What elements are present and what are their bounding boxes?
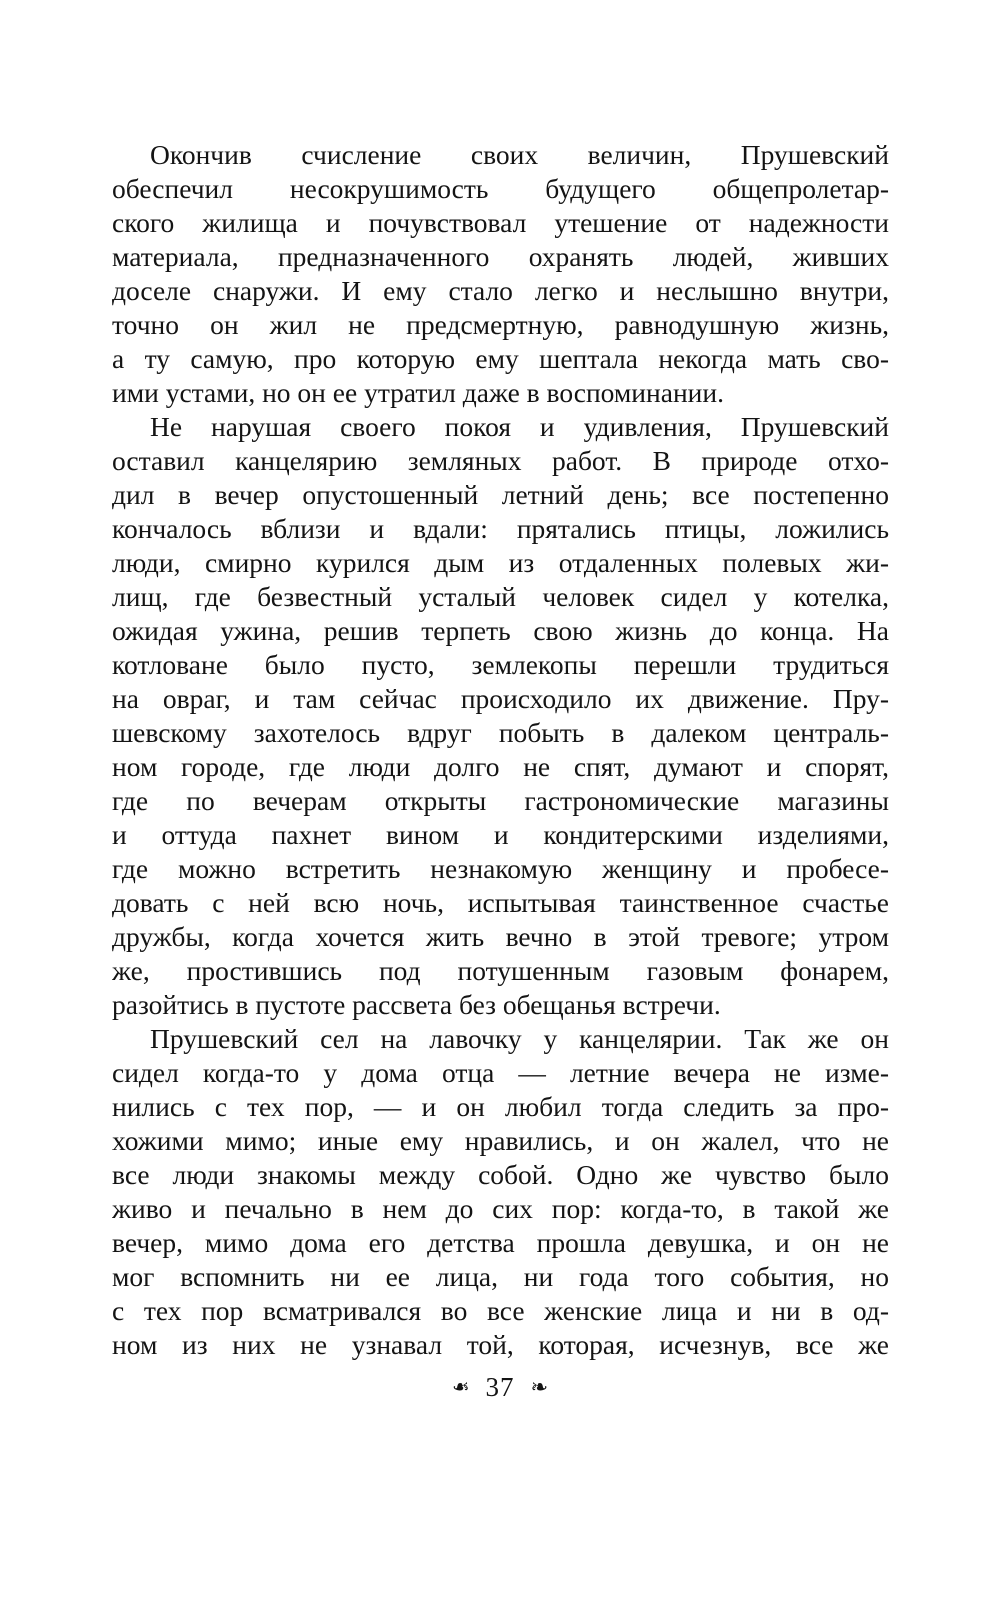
text-line: Окончив счисление своих величин, Прушевский (150, 139, 889, 170)
text-line: люди, смирно курился дым из отдаленных полевых жи- (112, 547, 889, 578)
text-line: обеспечил несокрушимость будущего общепролетар- (112, 173, 889, 204)
text-line: и оттуда пахнет вином и кондитерскими изделиями, (112, 819, 889, 850)
text-line: живо и печально в нем до сих пор: когда-то, в такой же (112, 1193, 889, 1224)
fleuron-left-icon: ❧ (451, 1375, 470, 1399)
page-footer (0, 1372, 1000, 1403)
page-text-block (112, 138, 889, 1362)
text-line: ожидая ужина, решив терпеть свою жизнь до конца. На (112, 615, 889, 646)
text-line: ном из них не узнавал той, которая, исчезнув, все же (112, 1329, 889, 1360)
text-line: оставил канцелярию земляных работ. В природе отхо- (112, 445, 889, 476)
text-line: Не нарушая своего покоя и удивления, Прушевский (150, 411, 889, 442)
text-line: сидел когда-то у дома отца — летние вечера не изме- (112, 1057, 889, 1088)
text-line: разойтись в пустоте рассвета без обещанья встречи. (112, 989, 721, 1020)
text-line: дружбы, когда хочется жить вечно в этой тревоге; утром (112, 921, 889, 952)
text-line: хожими мимо; иные ему нравились, и он жалел, что не (112, 1125, 889, 1156)
text-line: где по вечерам открыты гастрономические магазины (112, 785, 889, 816)
text-line: нились с тех пор, — и он любил тогда следить за про- (112, 1091, 889, 1122)
text-line: ими устами, но он ее утратил даже в воспоминании. (112, 377, 724, 408)
text-line: с тех пор всматривался во все женские лица и ни в од- (112, 1295, 889, 1326)
text-line: все люди знакомы между собой. Одно же чувство было (112, 1159, 889, 1190)
text-line: ном городе, где люди долго не спят, думают и спорят, (112, 751, 889, 782)
text-line: котловане было пусто, землекопы перешли трудиться (112, 649, 889, 680)
text-line: вечер, мимо дома его детства прошла девушка, и он не (112, 1227, 889, 1258)
text-line: доселе снаружи. И ему стало легко и неслышно внутри, (112, 275, 889, 306)
text-line: а ту самую, про которую ему шептала некогда мать сво- (112, 343, 889, 374)
text-line: ского жилища и почувствовал утешение от надежности (112, 207, 889, 238)
text-line: точно он жил не предсмертную, равнодушную жизнь, (112, 309, 889, 340)
text-line: мог вспомнить ни ее лица, ни года того события, но (112, 1261, 889, 1292)
text-line: кончалось вблизи и вдали: прятались птицы, ложились (112, 513, 889, 544)
text-line: материала, предназначенного охранять людей, живших (112, 241, 889, 272)
text-line: же, простившись под потушенным газовым фонарем, (112, 955, 889, 986)
text-line: на овраг, и там сейчас происходило их движение. Пру- (112, 683, 889, 714)
page-number: 37 (485, 1372, 515, 1402)
text-line: шевскому захотелось вдруг побыть в далеком централь- (112, 717, 889, 748)
text-line: довать с ней всю ночь, испытывая таинственное счастье (112, 887, 889, 918)
text-line: лищ, где безвестный усталый человек сидел у котелка, (112, 581, 889, 612)
text-line: дил в вечер опустошенный летний день; все постепенно (112, 479, 889, 510)
fleuron-right-icon: ❧ (530, 1375, 549, 1399)
text-line: Прушевский сел на лавочку у канцелярии. Так же он (150, 1023, 889, 1054)
text-line: где можно встретить незнакомую женщину и пробесе- (112, 853, 889, 884)
